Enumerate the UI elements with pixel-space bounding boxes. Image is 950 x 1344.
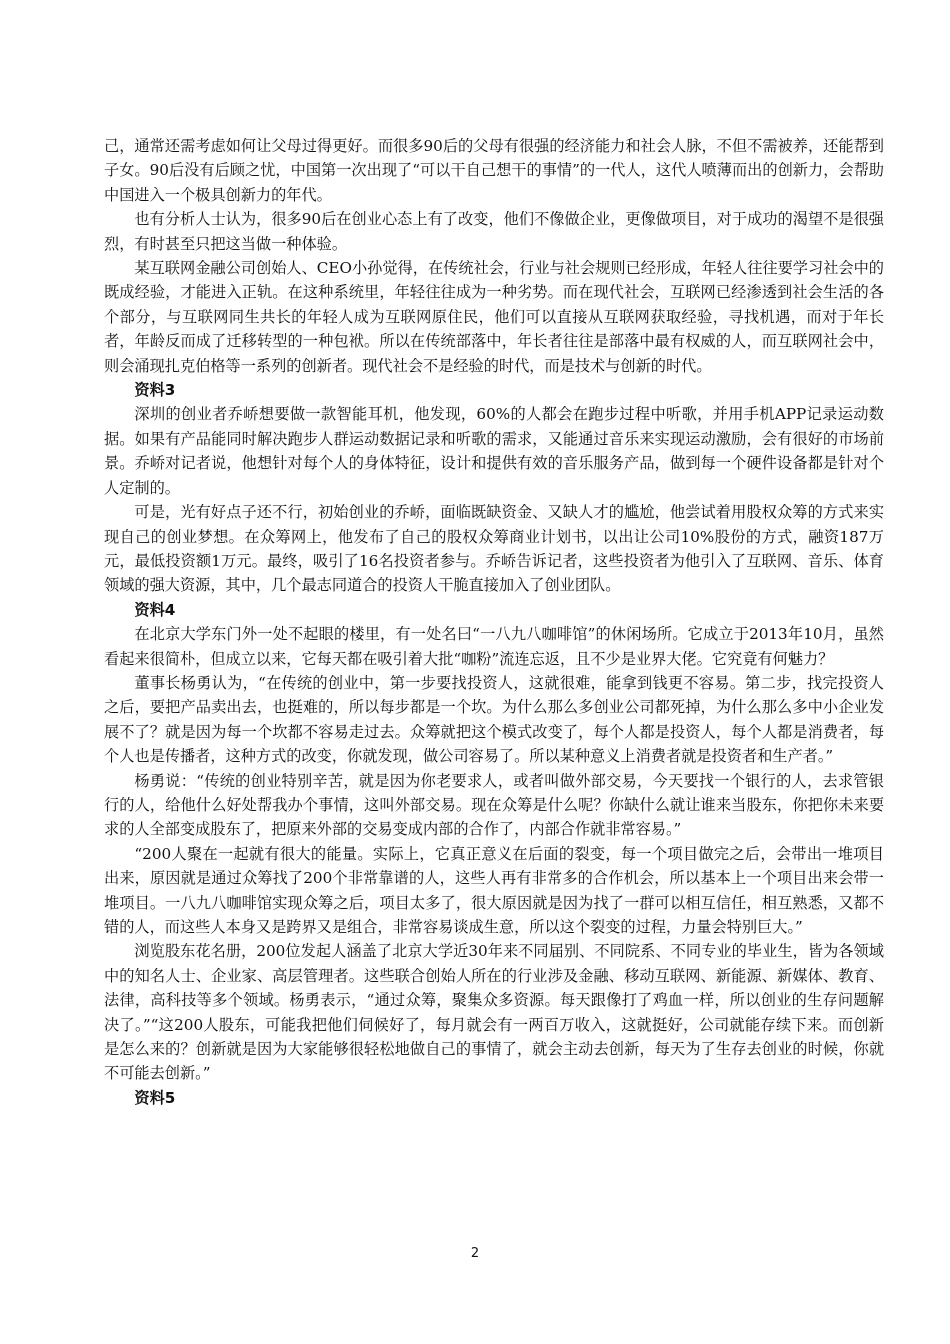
section-heading-4: 资料4: [134, 600, 176, 619]
paragraph-2: 也有分析人士认为，很多90后在创业心态上有了改变，他们不像做企业，更像做项目，对于成功的渴望不是很强烈，有时甚至只把这当做一种体验。: [104, 210, 884, 253]
paragraph-6: 可是，光有好点子还不行，初始创业的乔峤，面临既缺资金、又缺人才的尴尬，他尝试着用股权众筹的方式来实现自己的创业梦想。在众筹网上，他发布了自己的股权众筹商业计划书，以出让公司10%股份的方式，融资187万元，最低投资额1万元。最终，吸引了16名投资者参与。乔峤告诉记者，这些投资者为他引入了互联网、音乐、体育领域的强大资源，其中，几个最志同道合的投资人干脆直接加入了创业团队。: [104, 503, 884, 595]
paragraph-5: 深圳的创业者乔峤想要做一款智能耳机，他发现，60%的人都会在跑步过程中听歌，并用手机APP记录运动数据。如果有产品能同时解决跑步人群运动数据记录和听歌的需求，又能通过音乐来实现运动激励，会有很好的市场前景。乔峤对记者说，他想针对每个人的身体特征，设计和提供有效的音乐服务产品，做到每一个硬件设备都是针对个人定制的。: [104, 405, 884, 497]
paragraph-10: 杨勇说：“传统的创业特别辛苦，就是因为你老要求人，或者叫做外部交易，今天要找一个银行的人，去求管银行的人，给他什么好处帮我办个事情，这叫外部交易。现在众筹是什么呢？你缺什么就让谁来当股东，你把你未来要求的人全部变成股东了，把原来外部的交易变成内部的合作了，内部合作就非常容易。”: [104, 771, 884, 839]
section-heading-5: 资料5: [134, 1088, 176, 1107]
paragraph-12: 浏览股东花名册，200位发起人涵盖了北京大学近30年来不同届别、不同院系、不同专业的毕业生，皆为各领域中的知名人士、企业家、高层管理者。这些联合创始人所在的行业涉及金融、移动互联网、新能源、新媒体、教育、法律，高科技等多个领域。杨勇表示，“通过众筹，聚集众多资源。每天跟像打了鸡血一样，所以创业的生存问题解决了。”“这200人股东，可能我把他们伺候好了，每月就会有一两百万收入，这就挺好，公司就能存续下来。而创新是怎么来的？创新就是因为大家能够很轻松地做自己的事情了，就会主动去创新，每天为了生存去创业的时候，你就不可能去创新。”: [104, 942, 884, 1083]
paragraph-9: 董事长杨勇认为，“在传统的创业中，第一步要找投资人，这就很难，能拿到钱更不容易。第二步，找完投资人之后，要把产品卖出去，也挺难的，所以每步都是一个坎。为什么那么多创业公司都死掉，为什么那么多中小企业发展不了？就是因为每一个坎都不容易走过去。众筹就把这个模式改变了，每个人都是投资人，每个人都是消费者，每个人也是传播者，这种方式的改变，你就发现，做公司容易了。所以某种意义上消费者就是投资者和生产者。”: [104, 673, 884, 766]
section-heading-3: 资料3: [134, 381, 176, 400]
paragraph-1: 己，通常还需考虑如何让父母过得更好。而很多90后的父母有很强的经济能力和社会人脉，不但不需被养，还能帮到子女。90后没有后顾之忧，中国第一次出现了“可以干自己想干的事情”的一代人，这代人喷薄而出的创新力，会帮助中国进入一个极具创新力的年代。: [104, 137, 884, 204]
page-number: 2: [470, 1246, 480, 1261]
paragraph-11: “200人聚在一起就有很大的能量。实际上，它真正意义在后面的裂变，每一个项目做完之后，会带出一堆项目出来，原因就是通过众筹找了200个非常靠谱的人，这些人再有非常多的合作机会，所以基本上一个项目出来会带一堆项目。一八九八咖啡馆实现众筹之后，项目太多了，很大原因就是因为找了一群可以相互信任，相互熟悉，又都不错的人，而这些人本身又是跨界又是组合，非常容易谈成生意，所以这个裂变的过程，力量会特别巨大。”: [104, 844, 884, 936]
paragraph-3: 某互联网金融公司创始人、CEO小孙觉得，在传统社会，行业与社会规则已经形成，年轻人往往要学习社会中的既成经验，才能进入正轨。在这种系统里，年轻往往成为一种劣势。而在现代社会，互联网已经渗透到社会生活的各个部分，与互联网同生共长的年轻人成为互联网原住民，他们可以直接从互联网获取经验，寻找机遇，而对于年长者，年龄反而成了迁移转型的一种包袱。所以在传统部落中，年长者往往是部落中最有权威的人，而互联网社会中，则会涌现扎克伯格等一系列的创新者。现代社会不是经验的时代，而是技术与创新的时代。: [104, 259, 884, 375]
paragraph-8: 在北京大学东门外一处不起眼的楼里，有一处名曰“一八九八咖啡馆”的休闲场所。它成立于2013年10月，虽然看起来很简朴，但成立以来，它每天都在吸引着大批“咖粉”流连忘返，且不少是业界大佬。它究竟有何魅力？: [104, 625, 884, 668]
document-body: [104, 134, 884, 1110]
